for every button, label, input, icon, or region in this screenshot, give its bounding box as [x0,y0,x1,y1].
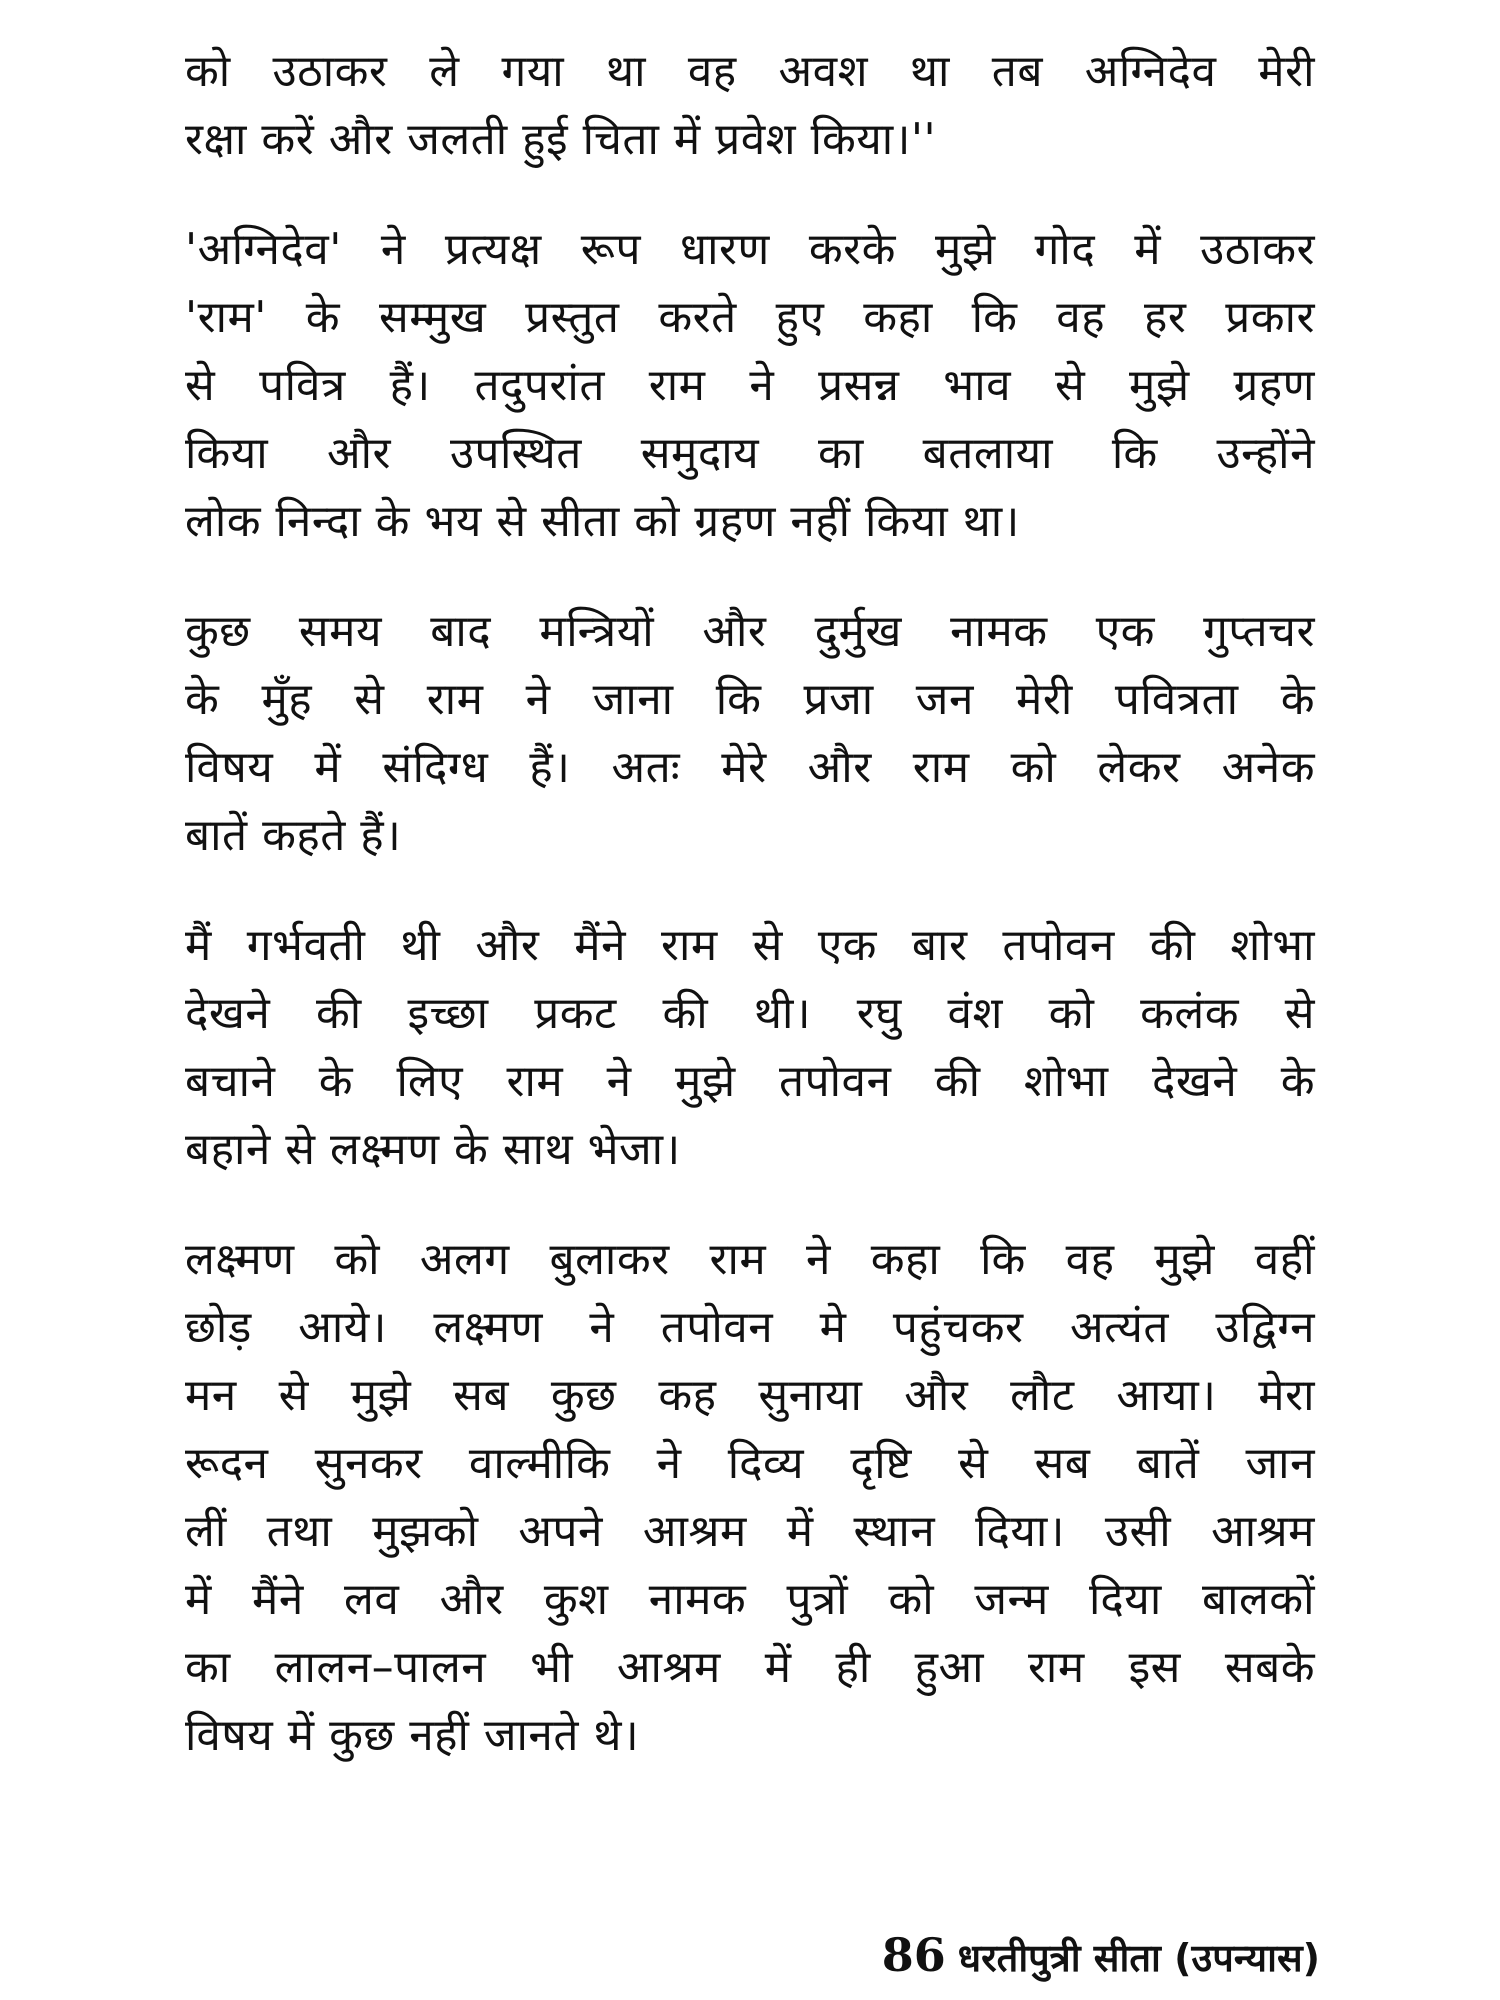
body-text [185,38,1315,1812]
text-line: बहाने से लक्ष्मण के साथ भेजा। [185,1124,681,1175]
text-line: देखने की इच्छा प्रकट की थी। रघु वंश को कलंक से [185,988,1315,1039]
paragraph-4 [185,912,1315,1184]
text-line: बातें कहते हैं। [185,810,402,861]
book-title: धरतीपुत्री सीता (उपन्यास) [957,1936,1320,1980]
text-line: के मुँह से राम ने जाना कि प्रजा जन मेरी पवित्रता के [185,674,1315,725]
text-line: लक्ष्मण को अलग बुलाकर राम ने कहा कि वह मुझे वहीं [185,1234,1315,1285]
text-line: का लालन–पालन भी आश्रम में ही हुआ राम इस सबके [185,1642,1315,1693]
paragraph-3 [185,598,1315,870]
text-line: मन से मुझे सब कुछ कह सुनाया और लौट आया। मेरा [185,1370,1315,1421]
text-line: को उठाकर ले गया था वह अवश था तब अग्निदेव मेरी [185,46,1315,97]
paragraph-2 [185,216,1315,556]
text-line: से पवित्र हैं। तदुपरांत राम ने प्रसन्न भाव से मुझे ग्रहण [185,360,1315,411]
text-line: विषय में कुछ नहीं जानते थे। [185,1710,640,1761]
text-line: कुछ समय बाद मन्त्रियों और दुर्मुख नामक एक गुप्तचर [185,606,1315,657]
text-line: मैं गर्भवती थी और मैंने राम से एक बार तपोवन की शोभा [185,920,1315,971]
page-footer [882,1928,1320,1983]
text-line: लोक निन्दा के भय से सीता को ग्रहण नहीं किया था। [185,496,1020,547]
text-line: में मैंने लव और कुश नामक पुत्रों को जन्म दिया बालकों [185,1574,1315,1625]
text-line: रक्षा करें और जलती हुई चिता में प्रवेश किया।'' [185,114,937,165]
text-line: 'राम' के सम्मुख प्रस्तुत करते हुए कहा कि वह हर प्रकार [185,292,1315,343]
page-number: 86 [881,1928,946,1982]
paragraph-1 [185,38,1315,174]
text-line: लीं तथा मुझको अपने आश्रम में स्थान दिया। उसी आश्रम [185,1506,1315,1557]
text-line: विषय में संदिग्ध हैं। अतः मेरे और राम को लेकर अनेक [185,742,1315,793]
text-line: छोड़ आये। लक्ष्मण ने तपोवन मे पहुंचकर अत्यंत उद्विग्न [185,1302,1315,1353]
text-line: बचाने के लिए राम ने मुझे तपोवन की शोभा देखने के [185,1056,1315,1107]
paragraph-5 [185,1226,1315,1770]
text-line: 'अग्निदेव' ने प्रत्यक्ष रूप धारण करके मुझे गोद में उठाकर [185,224,1315,275]
text-line: किया और उपस्थित समुदाय का बतलाया कि उन्होंने [185,428,1315,479]
text-line: रूदन सुनकर वाल्मीकि ने दिव्य दृष्टि से सब बातें जान [185,1438,1315,1489]
